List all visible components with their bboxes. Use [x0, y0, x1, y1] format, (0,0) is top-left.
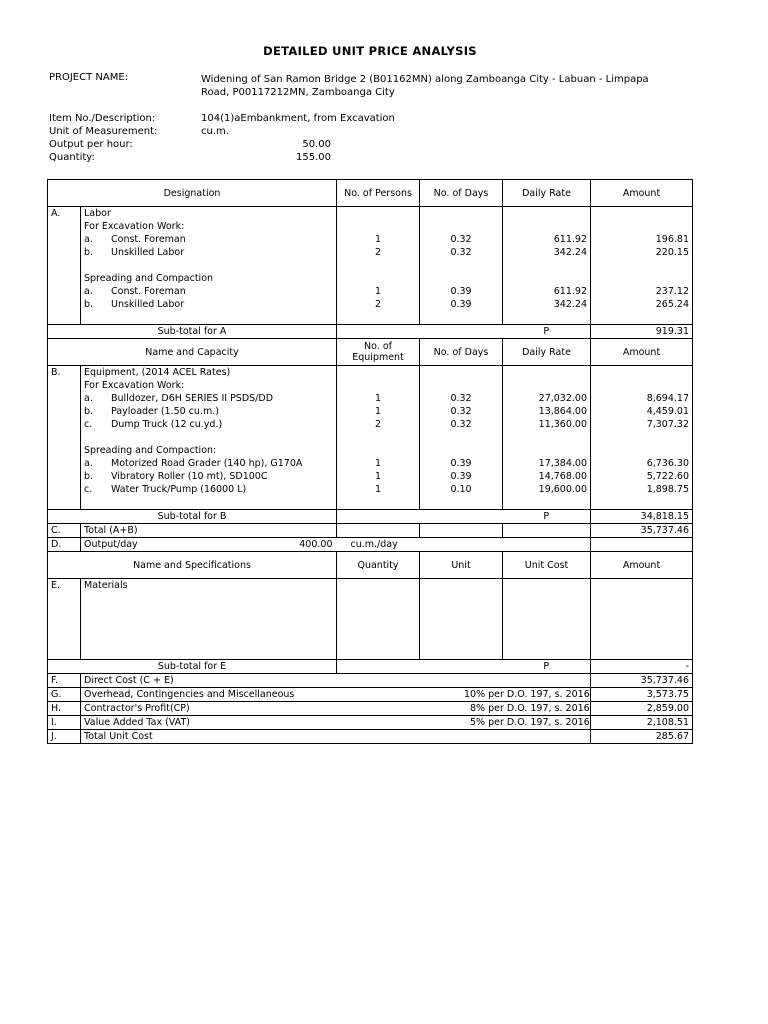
summary-letter: G. [48, 688, 81, 702]
summary-label: Direct Cost (C + E) [81, 674, 591, 688]
row-index: a. [84, 286, 93, 297]
row-name: Dump Truck (12 cu.yd.) [111, 419, 223, 430]
subtotal-value: 34,818.15 [591, 510, 693, 524]
table-row [48, 392, 693, 405]
row-count: 1 [337, 457, 420, 470]
row-count: 1 [337, 285, 420, 298]
subtotal-label: Sub-total for E [48, 660, 337, 674]
labor-header-row [48, 180, 693, 207]
row-days: 0.32 [420, 418, 503, 431]
subtotal-currency: P [503, 660, 591, 674]
item-label: Item No./Description: [49, 113, 156, 124]
section-letter: A. [48, 207, 81, 221]
summary-value: 2,108.51 [591, 716, 693, 730]
section-title: Equipment, (2014 ACEL Rates) [81, 366, 337, 380]
group-label: Spreading and Compaction: [81, 444, 337, 457]
section-letter: B. [48, 366, 81, 380]
col-days: No. of Days [420, 339, 503, 366]
col-amount: Amount [591, 552, 693, 579]
summary-letter: I. [48, 716, 81, 730]
row-amount: 196.81 [591, 233, 693, 246]
labor-group2-row [48, 272, 693, 285]
materials-header-row [48, 552, 693, 579]
col-rate: Daily Rate [503, 339, 591, 366]
equipment-group1-row [48, 379, 693, 392]
col-days: No. of Days [420, 180, 503, 207]
row-amount: 1,898.75 [591, 483, 693, 496]
row-days: 0.10 [420, 483, 503, 496]
row-name: Const. Foreman [111, 234, 186, 245]
summary-label: Overhead, Contingencies and Miscellaneous [84, 689, 295, 700]
row-rate: 14,768.00 [503, 470, 591, 483]
row-name: Water Truck/Pump (16000 L) [111, 484, 247, 495]
row-days: 0.39 [420, 285, 503, 298]
col-persons: No. of Persons [337, 180, 420, 207]
row-count: 1 [337, 405, 420, 418]
col-name-capacity: Name and Capacity [48, 339, 337, 366]
summary-row [48, 716, 693, 730]
row-index: c. [84, 484, 93, 495]
unit-label: Unit of Measurement: [49, 126, 158, 137]
row-name: Unskilled Labor [111, 299, 185, 310]
unit-value: cu.m. [201, 126, 229, 137]
summary-note: 10% per D.O. 197, s. 2016 [464, 689, 590, 700]
row-index: b. [84, 471, 94, 482]
row-index: c. [84, 419, 93, 430]
row-rate: 17,384.00 [503, 457, 591, 470]
table-row [48, 457, 693, 470]
table-row [48, 285, 693, 298]
table-row [48, 246, 693, 259]
quantity-label: Quantity: [49, 152, 95, 163]
section-letter: E. [48, 579, 81, 660]
output-day-label: Output/day [84, 539, 138, 550]
output-day-unit: cu.m./day [337, 538, 503, 552]
group-label: For Excavation Work: [81, 379, 337, 392]
table-row [48, 418, 693, 431]
row-rate: 11,360.00 [503, 418, 591, 431]
row-index: b. [84, 299, 94, 310]
total-value: 35,737.46 [591, 524, 693, 538]
row-rate: 19,600.00 [503, 483, 591, 496]
row-index: a. [84, 458, 93, 469]
col-rate: Daily Rate [503, 180, 591, 207]
summary-letter: H. [48, 702, 81, 716]
group-label: Spreading and Compaction [81, 272, 337, 285]
unit-price-table [47, 179, 693, 744]
table-row [48, 233, 693, 246]
row-rate: 342.24 [503, 246, 591, 259]
col-amount: Amount [591, 339, 693, 366]
project-label: PROJECT NAME: [49, 72, 129, 83]
spacer-row [48, 311, 693, 325]
row-amount: 4,459.01 [591, 405, 693, 418]
project-name: Widening of San Ramon Bridge 2 (B01162MN) along Zamboanga City - Labuan - Limpapa Road, P00117212MN, Zamboanga City [201, 74, 649, 98]
section-title: Materials [81, 579, 337, 660]
row-count: 1 [337, 470, 420, 483]
row-rate: 342.24 [503, 298, 591, 311]
row-name: Motorized Road Grader (140 hp), G170A [111, 458, 303, 469]
section-letter: C. [48, 524, 81, 538]
subtotal-label: Sub-total for A [48, 325, 337, 339]
row-amount: 5,722.60 [591, 470, 693, 483]
row-rate: 611.92 [503, 233, 591, 246]
summary-row [48, 688, 693, 702]
row-rate: 611.92 [503, 285, 591, 298]
row-rate: 27,032.00 [503, 392, 591, 405]
row-amount: 237.12 [591, 285, 693, 298]
output-day-value: 400.00 [299, 539, 333, 550]
row-index: b. [84, 247, 94, 258]
row-days: 0.32 [420, 405, 503, 418]
row-index: b. [84, 406, 94, 417]
col-name-specs: Name and Specifications [48, 552, 337, 579]
spacer-row [48, 259, 693, 272]
row-name: Const. Foreman [111, 286, 186, 297]
summary-row [48, 702, 693, 716]
group-label: For Excavation Work: [81, 220, 337, 233]
page-title: DETAILED UNIT PRICE ANALYSIS [263, 44, 477, 58]
row-days: 0.39 [420, 298, 503, 311]
summary-row [48, 674, 693, 688]
col-unit: Unit [420, 552, 503, 579]
summary-value: 285.67 [591, 730, 693, 744]
col-unit-cost: Unit Cost [503, 552, 591, 579]
total-row [48, 524, 693, 538]
subtotal-currency: P [503, 325, 591, 339]
row-count: 2 [337, 246, 420, 259]
table-row [48, 483, 693, 496]
materials-body-row [48, 579, 693, 660]
spacer-row [48, 496, 693, 510]
summary-value: 3,573.75 [591, 688, 693, 702]
row-amount: 265.24 [591, 298, 693, 311]
summary-note: 5% per D.O. 197, s. 2016 [470, 717, 590, 728]
item-value: 104(1)aEmbankment, from Excavation [201, 113, 395, 124]
output-day-row [48, 538, 693, 552]
labor-group1-row [48, 220, 693, 233]
labor-subtotal-row [48, 325, 693, 339]
col-quantity: Quantity [337, 552, 420, 579]
row-amount: 7,307.32 [591, 418, 693, 431]
equipment-group2-row [48, 444, 693, 457]
row-name: Bulldozer, D6H SERIES II PSDS/DD [111, 393, 274, 404]
summary-value: 35,737.46 [591, 674, 693, 688]
row-index: a. [84, 234, 93, 245]
summary-value: 2,859.00 [591, 702, 693, 716]
row-name: Payloader (1.50 cu.m.) [111, 406, 219, 417]
summary-label: Value Added Tax (VAT) [84, 717, 190, 728]
summary-row [48, 730, 693, 744]
quantity-value: 155.00 [296, 152, 331, 163]
table-row [48, 405, 693, 418]
summary-label: Contractor's Profit(CP) [84, 703, 190, 714]
row-count: 1 [337, 483, 420, 496]
summary-note: 8% per D.O. 197, s. 2016 [470, 703, 590, 714]
subtotal-value: - [591, 660, 693, 674]
table-row [48, 470, 693, 483]
row-days: 0.39 [420, 457, 503, 470]
subtotal-label: Sub-total for B [48, 510, 337, 524]
row-days: 0.32 [420, 233, 503, 246]
subtotal-value: 919.31 [591, 325, 693, 339]
total-label: Total (A+B) [81, 524, 337, 538]
row-days: 0.39 [420, 470, 503, 483]
materials-subtotal-row [48, 660, 693, 674]
summary-letter: F. [48, 674, 81, 688]
col-designation: Designation [48, 180, 337, 207]
spacer-row [48, 431, 693, 444]
output-label: Output per hour: [49, 139, 133, 150]
row-count: 1 [337, 233, 420, 246]
section-letter: D. [48, 538, 81, 552]
row-days: 0.32 [420, 246, 503, 259]
labor-title-row [48, 207, 693, 221]
equipment-title-row [48, 366, 693, 380]
row-amount: 220.15 [591, 246, 693, 259]
col-amount: Amount [591, 180, 693, 207]
col-equipment-count: No. of Equipment [337, 339, 420, 366]
row-days: 0.32 [420, 392, 503, 405]
subtotal-currency: P [503, 510, 591, 524]
section-title: Labor [81, 207, 337, 221]
row-name: Unskilled Labor [111, 247, 185, 258]
table-row [48, 298, 693, 311]
equipment-subtotal-row [48, 510, 693, 524]
row-index: a. [84, 393, 93, 404]
equipment-header-row [48, 339, 693, 366]
row-count: 2 [337, 298, 420, 311]
row-amount: 8,694.17 [591, 392, 693, 405]
row-rate: 13,864.00 [503, 405, 591, 418]
summary-label: Total Unit Cost [81, 730, 591, 744]
row-name: Vibratory Roller (10 mt), SD100C [111, 471, 268, 482]
output-value: 50.00 [302, 139, 331, 150]
summary-letter: J. [48, 730, 81, 744]
row-count: 2 [337, 418, 420, 431]
row-amount: 6,736.30 [591, 457, 693, 470]
row-count: 1 [337, 392, 420, 405]
